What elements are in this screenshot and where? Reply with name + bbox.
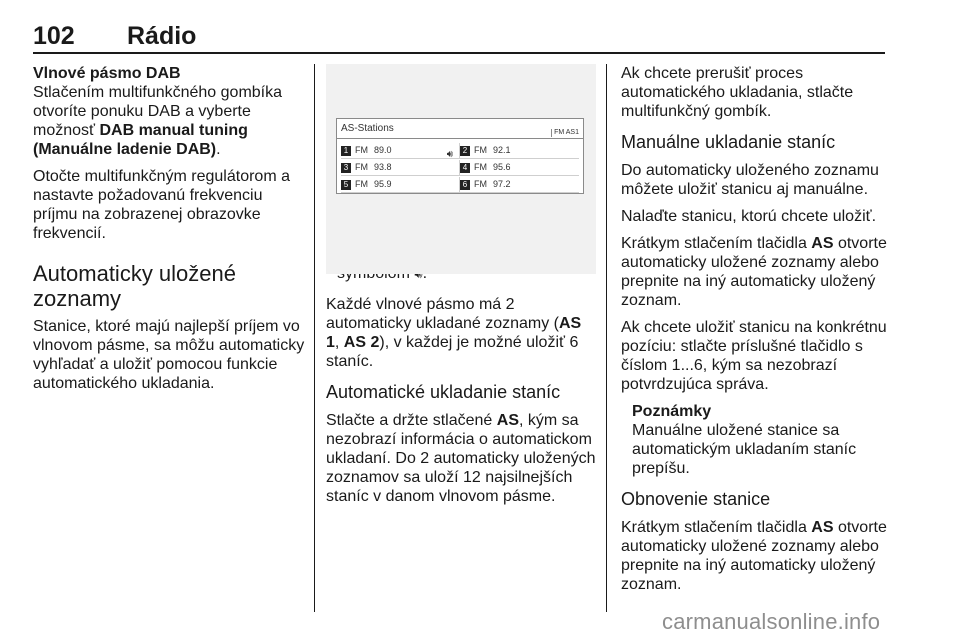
- speaker-icon: 🔊︎: [446, 149, 453, 160]
- screen-title: AS-Stations: [341, 123, 394, 134]
- preset-band: FM: [355, 162, 368, 172]
- paragraph: [621, 234, 889, 310]
- text: Stlačením multifunkčného gombíka otvoríte ponuku DAB a vyberte možnosť: [33, 84, 283, 139]
- station-grid: [341, 143, 579, 194]
- paragraph: Ak chcete uložiť stanicu na konkrétnu pozíciu: stlačte príslušné tlačidlo s číslom 1...6, kým sa nezobrazí potvrdzujúca správa.: [621, 319, 887, 393]
- station-row: [341, 160, 579, 176]
- paragraph: Nalaďte stanicu, ktorú chcete uložiť.: [621, 208, 877, 225]
- as-label: AS: [496, 412, 519, 429]
- watermark: carmanualsonline.info: [662, 609, 881, 634]
- paragraph: Ak chcete prerušiť proces automatického ukladania, stlačte multifunkčný gombík.: [621, 65, 854, 120]
- as-label: AS: [811, 235, 834, 252]
- paragraph: [326, 295, 596, 371]
- text: ,: [334, 334, 344, 351]
- section-heading: Automatické ukladanie staníc: [326, 382, 561, 402]
- preset-frequency: 92.1: [493, 145, 511, 155]
- paragraph: Otočte multifunkčným regulátorom a nastavte požadovanú frekvenciu príjmu na zobrazenej obrazovke frekvencií.: [33, 168, 290, 242]
- station-preset: [460, 160, 579, 176]
- screen-tag: FM AS1: [551, 129, 579, 137]
- column-divider: [314, 64, 315, 612]
- menu-option: DAB manual tuning (Manuálne ladenie DAB): [33, 122, 248, 158]
- text: otvorte automaticky uložené zoznamy alebo prepnite na iný automaticky uložený zoznam.: [621, 519, 887, 593]
- text: Krátkym stlačením tlačidla: [621, 235, 812, 252]
- note-title: Poznámky: [632, 403, 712, 420]
- preset-frequency: 89.0: [374, 145, 392, 155]
- note-box: [632, 402, 889, 478]
- preset-number: 1: [341, 146, 351, 156]
- station-row: [341, 143, 579, 159]
- paragraph: [33, 83, 305, 159]
- chapter-title: Rádio: [127, 22, 197, 50]
- paragraph: Do automaticky uloženého zoznamu môžete uložiť stanicu aj manuálne.: [621, 162, 879, 198]
- as-stations-panel: [336, 118, 584, 194]
- preset-frequency: 97.2: [493, 179, 511, 189]
- paragraph: Stanice, ktoré majú najlepší príjem vo vlnovom pásme, sa môžu automaticky vyhľadať a uložiť pomocou funkcie automatického ukladania.: [33, 318, 305, 392]
- station-preset: [460, 143, 579, 159]
- station-preset: [341, 160, 460, 176]
- subheading-dab: Vlnové pásmo DAB: [33, 65, 181, 82]
- preset-frequency: 93.8: [374, 162, 392, 172]
- preset-number: 6: [460, 180, 470, 190]
- text: , kým sa nezobrazí informácia o automatickom ukladaní. Do 2 automaticky uložených zoznamov sa uloží 12 najsilnejších staníc v danom vlnovom pásme.: [326, 412, 596, 505]
- text: Stlačte a držte stlačené: [326, 412, 497, 429]
- as-label: AS: [811, 519, 834, 536]
- page-number: 102: [33, 22, 75, 50]
- preset-number: 3: [341, 163, 351, 173]
- preset-band: FM: [474, 162, 487, 172]
- station-preset: [341, 143, 460, 159]
- station-preset: [460, 177, 579, 193]
- paragraph: [326, 411, 596, 506]
- preset-number: 5: [341, 180, 351, 190]
- preset-number: 2: [460, 146, 470, 156]
- section-heading: Automaticky uložené zoznamy: [33, 261, 236, 311]
- text: otvorte automaticky uložené zoznamy alebo prepnite na iný automaticky uložený zoznam.: [621, 235, 887, 309]
- screen-divider: [337, 138, 583, 139]
- column-middle: [326, 64, 596, 514]
- preset-band: FM: [474, 179, 487, 189]
- text: Krátkym stlačením tlačidla: [621, 519, 812, 536]
- station-row: [341, 177, 579, 193]
- text: Každé vlnové pásmo má 2 automaticky ukladané zoznamy (: [326, 296, 559, 332]
- column-left: [33, 64, 305, 401]
- preset-number: 4: [460, 163, 470, 173]
- paragraph: [621, 518, 889, 594]
- radio-screen-figure: [326, 64, 596, 274]
- preset-band: FM: [355, 179, 368, 189]
- column-divider: [606, 64, 607, 612]
- column-right: [621, 64, 889, 602]
- preset-band: FM: [355, 145, 368, 155]
- as-label: AS 2: [343, 334, 380, 351]
- section-heading: Manuálne ukladanie staníc: [621, 132, 836, 152]
- as-label: AS 1: [326, 315, 582, 351]
- preset-frequency: 95.6: [493, 162, 511, 172]
- preset-frequency: 95.9: [374, 179, 392, 189]
- page-header: [33, 14, 885, 54]
- section-heading: Obnovenie stanice: [621, 489, 771, 509]
- text: ), v každej je možné uložiť 6 staníc.: [326, 334, 579, 370]
- note-text: Manuálne uložené stanice sa automatickým ukladaním staníc prepíšu.: [632, 422, 857, 477]
- station-preset: [341, 177, 460, 193]
- preset-band: FM: [474, 145, 487, 155]
- text: .: [216, 141, 221, 158]
